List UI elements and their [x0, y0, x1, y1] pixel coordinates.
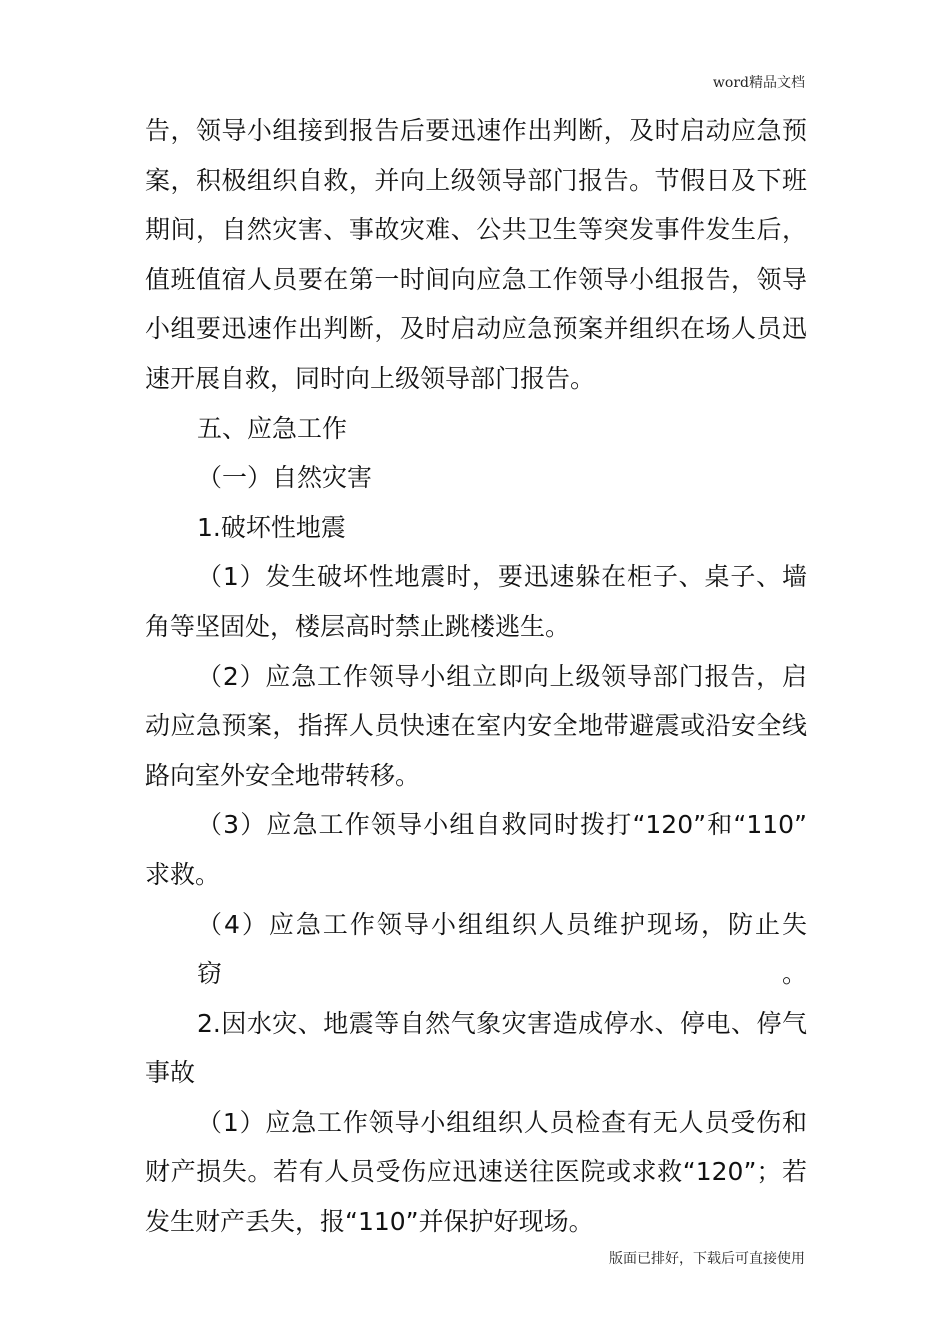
text-line: 事故 [145, 1058, 196, 1088]
text-line: （1）应急工作领导小组组织人员检查有无人员受伤和 [197, 1107, 807, 1137]
text-line: 告，领导小组接到报告后要迅速作出判断，及时启动应急预 [145, 116, 807, 145]
text-line: 动应急预案，指挥人员快速在室内安全地带避震或沿安全线 [145, 711, 807, 741]
text-line: 案，积极组织自救，并向上级领导部门报告。节假日及下班 [145, 165, 807, 195]
text-line: 财产损失。若有人员受伤应迅速送往医院或求救“120”；若 [145, 1157, 807, 1187]
text-line: 求救。 [145, 859, 221, 889]
text-line: 小组要迅速作出判断，及时启动应急预案并组织在场人员迅 [145, 314, 807, 344]
text-line: （4）应急工作领导小组组织人员维护现场，防止失窃。 [197, 909, 807, 989]
text-line: （3）应急工作领导小组自救同时拨打“120”和“110” [197, 810, 807, 840]
text-line: 速开展自救，同时向上级领导部门报告。 [145, 363, 596, 393]
section-heading: 五、应急工作 [197, 413, 348, 443]
text-line: 发生财产丢失，报“110”并保护好现场。 [145, 1207, 594, 1237]
item-heading: 2.因水灾、地震等自然气象灾害造成停水、停电、停气 [197, 1008, 807, 1038]
item-heading: 1.破坏性地震 [197, 512, 346, 542]
document-body [145, 106, 807, 1247]
footer-note: 版面已排好，下载后可直接使用 [609, 1251, 805, 1267]
text-line: 角等坚固处，楼层高时禁止跳楼逃生。 [145, 611, 571, 641]
header-note: word精品文档 [712, 75, 805, 91]
text-line: 期间，自然灾害、事故灾难、公共卫生等突发事件发生后， [145, 215, 807, 245]
text-line: （1）发生破坏性地震时，要迅速躲在柜子、桌子、墙 [197, 562, 807, 592]
text-line: 值班值宿人员要在第一时间向应急工作领导小组报告，领导 [145, 264, 807, 294]
text-line: 路向室外安全地带转移。 [145, 760, 421, 790]
text-line: （2）应急工作领导小组立即向上级领导部门报告，启 [197, 661, 807, 691]
subsection-heading: （一）自然灾害 [197, 463, 373, 493]
